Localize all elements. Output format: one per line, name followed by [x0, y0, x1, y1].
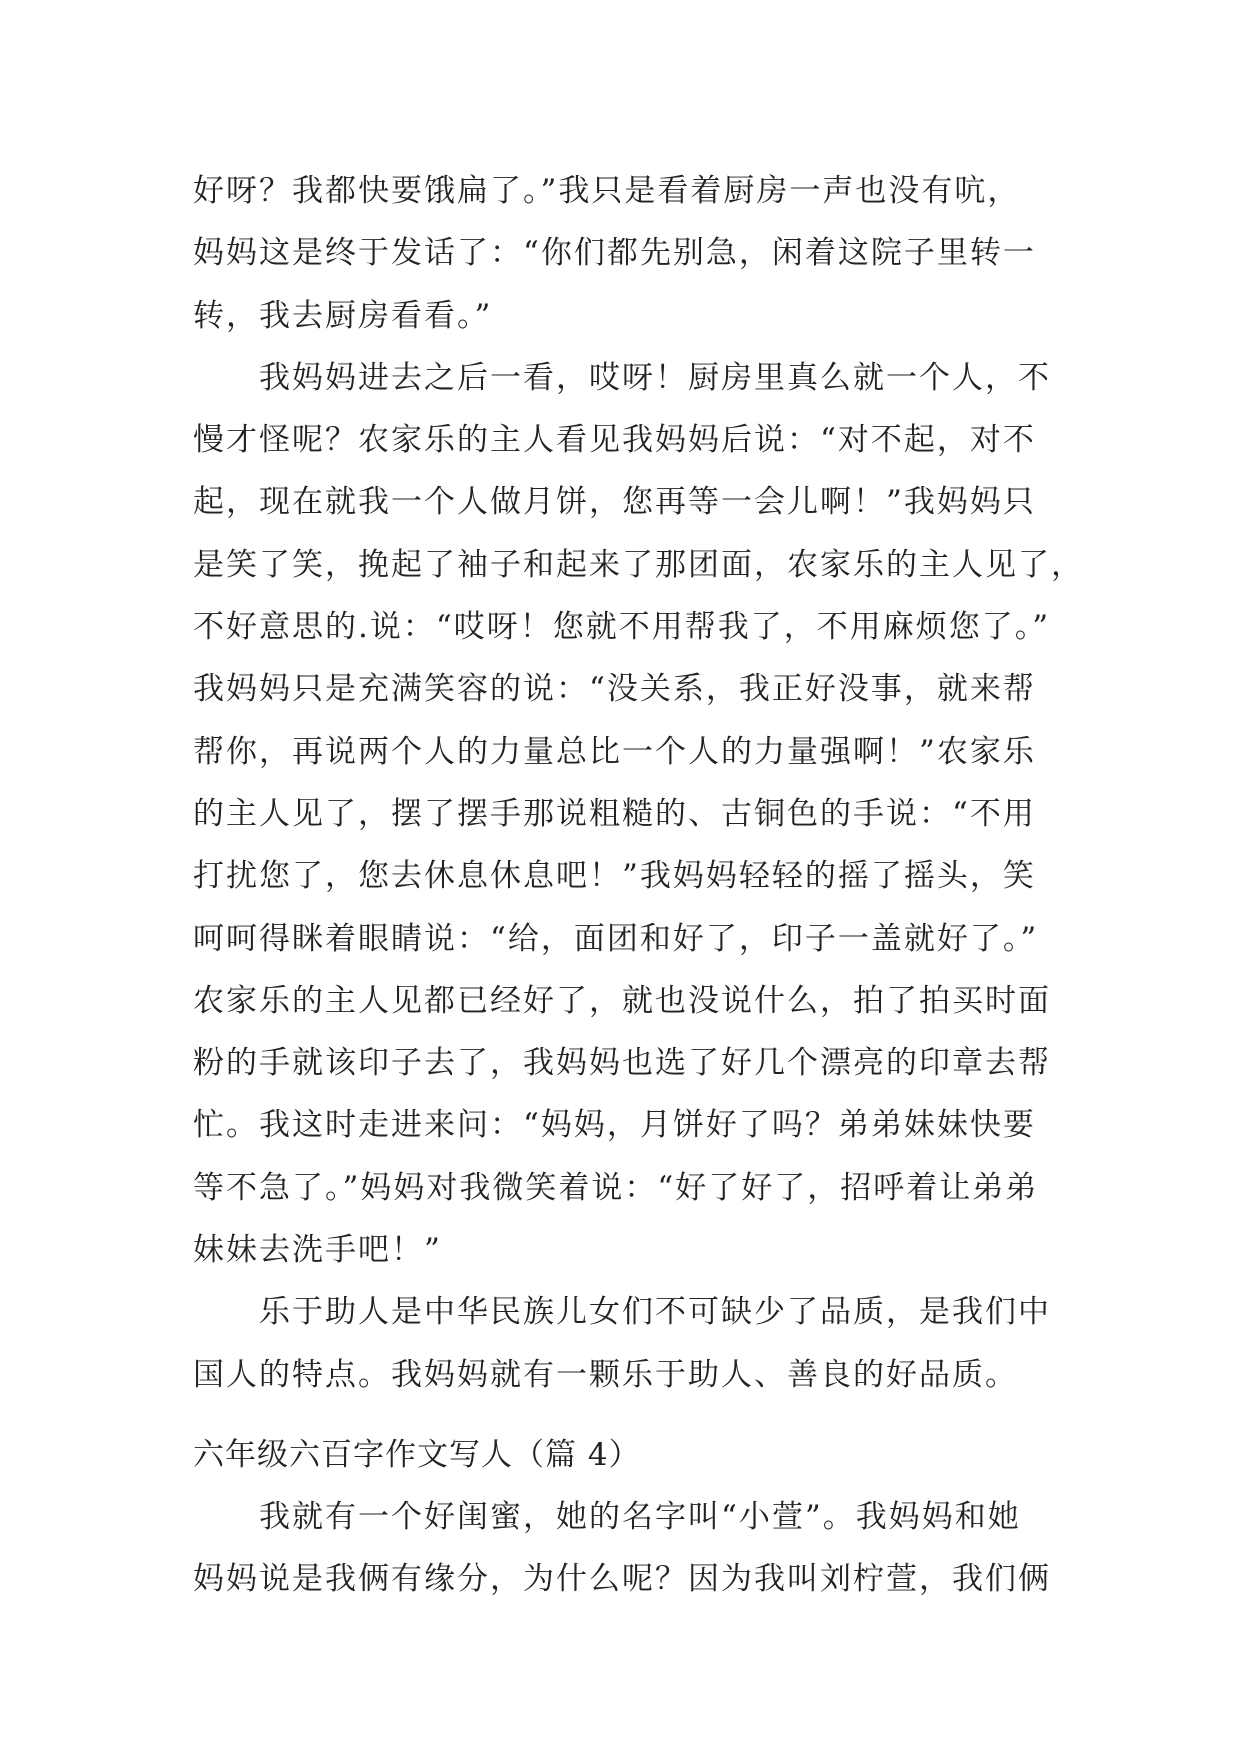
- text-line: 妈妈说是我俩有缘分，为什么呢？因为我叫刘柠萱，我们俩: [193, 1561, 1051, 1598]
- text-line: 忙。我这时走进来问：“妈妈，月饼好了吗？弟弟妹妹快要: [193, 1107, 1036, 1144]
- section-gap: [193, 1406, 1053, 1424]
- text-line: 农家乐的主人见都已经好了，就也没说什么，拍了拍买时面: [193, 982, 1051, 1019]
- text-line: 妈妈这是终于发话了：“你们都先别急，闲着这院子里转一: [193, 235, 1036, 272]
- paragraph-start-line: 我妈妈进去之后一看，哎呀！厨房里真么就一个人，不: [259, 359, 1051, 396]
- section-heading: 六年级六百字作文写人（篇 4）: [193, 1436, 641, 1473]
- document-body: [193, 160, 1084, 1611]
- text-line: 转，我去厨房看看。”: [193, 297, 493, 334]
- text-line: 不好意思的.说：“哎呀！您就不用帮我了，不用麻烦您了。”: [193, 609, 1051, 646]
- text-line: 慢才怪呢？农家乐的主人看见我妈妈后说：“对不起，对不: [193, 422, 1036, 459]
- text-line: 起，现在就我一个人做月饼，您再等一会儿啊！”我妈妈只: [193, 484, 1036, 521]
- text-line: 我妈妈只是充满笑容的说：“没关系，我正好没事，就来帮: [193, 671, 1036, 708]
- text-line: 的主人见了，摆了摆手那说粗糙的、古铜色的手说：“不用: [193, 795, 1036, 832]
- text-line: 打扰您了，您去休息休息吧！”我妈妈轻轻的摇了摇头，笑: [193, 858, 1036, 895]
- text-line: 呵呵得眯着眼睛说：“给，面团和好了，印子一盖就好了。”: [193, 920, 1039, 957]
- text-line: 好呀？我都快要饿扁了。”我只是看着厨房一声也没有吭，: [193, 173, 1021, 209]
- text-line: 妹妹去洗手吧！”: [193, 1232, 442, 1269]
- text-line: 是笑了笑，挽起了袖子和起来了那团面，农家乐的主人见了，: [193, 546, 1084, 583]
- paragraph-start-line: 我就有一个好闺蜜，她的名字叫“小萱”。我妈妈和她: [259, 1498, 1021, 1535]
- text-line: 等不急了。”妈妈对我微笑着说：“好了好了，招呼着让弟弟: [193, 1169, 1039, 1206]
- text-line: 粉的手就该印子去了，我妈妈也选了好几个漂亮的印章去帮: [193, 1045, 1051, 1082]
- text-line: 国人的特点。我妈妈就有一颗乐于助人、善良的好品质。: [193, 1356, 1018, 1393]
- text-line: 帮你，再说两个人的力量总比一个人的力量强啊！”农家乐: [193, 733, 1036, 770]
- paragraph-start-line: 乐于助人是中华民族儿女们不可缺少了品质，是我们中: [259, 1294, 1051, 1331]
